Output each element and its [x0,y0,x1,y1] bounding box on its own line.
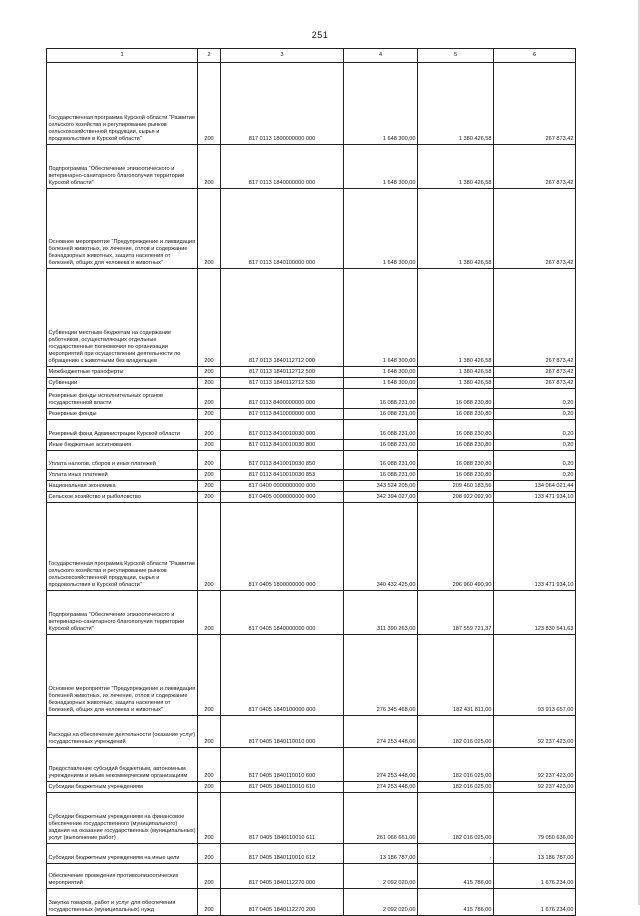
row-name-cell: Предоставление субсидий бюджетным, автономным учреждениям и иным некоммерческим организациям [47,748,198,782]
table-row [47,189,576,269]
row-code-cell: 817 0113 8410010030 850 [221,451,344,470]
row-unexecuted-cell: 134 064 021,44 [494,481,576,492]
row-executed-cell: 182 016 025,00 [418,793,494,844]
row-code-cell: 817 0405 1840110010 610 [221,782,344,793]
row-grbs-cell: 200 [198,409,221,420]
table-row [47,635,576,716]
row-code-cell: 817 0113 8410000000 000 [221,409,344,420]
row-unexecuted-cell: 92 237 423,00 [494,782,576,793]
row-executed-cell: 187 559 721,37 [418,591,494,635]
table-header-row [47,49,576,63]
row-unexecuted-cell: 0,20 [494,451,576,470]
row-unexecuted-cell: 0,20 [494,440,576,451]
table-row [47,367,576,378]
row-name-cell: Субсидии бюджетным учреждениям на иные цели [47,844,198,864]
row-executed-cell: 415 786,00 [418,864,494,889]
row-name-cell: Резервный фонд Администрации Курской области [47,420,198,440]
table-row [47,492,576,503]
row-grbs-cell: 200 [198,63,221,145]
row-name-cell: Государственная программа Курской области "Развитие сельского хозяйства и регулирование рынков сельскохозяйственной продукции, сырья и продовольствия в Курской области" [47,503,198,591]
row-name-cell: Подпрограмма "Обеспечение эпизоотического и ветеринарно-санитарного благополучия территории Курской области" [47,591,198,635]
table-row [47,63,576,145]
row-grbs-cell: 200 [198,367,221,378]
row-grbs-cell: 200 [198,782,221,793]
row-unexecuted-cell: 267 873,42 [494,269,576,367]
row-unexecuted-cell: 123 830 541,63 [494,591,576,635]
row-code-cell: 817 0405 1800000000 000 [221,503,344,591]
row-name-cell: Субвенции местным бюджетам на содержание работников, осуществляющих отдельные государственные полномочия по организации мероприятий при осуществлении деятельности по обращению с животными без владельцев [47,269,198,367]
row-code-cell: 817 0400 0000000000 000 [221,481,344,492]
column-header-6: 6 [494,49,576,63]
row-approved-cell: 1 648 300,00 [344,269,418,367]
row-approved-cell: 1 648 300,00 [344,63,418,145]
row-executed-cell: 182 016 025,00 [418,748,494,782]
row-unexecuted-cell: 92 237 423,00 [494,748,576,782]
row-approved-cell: 16 088 231,00 [344,470,418,481]
row-approved-cell: 311 390 263,00 [344,591,418,635]
row-name-cell: Обеспечение проведения противоэпизоотических мероприятий [47,864,198,889]
row-approved-cell: 1 648 300,00 [344,145,418,189]
row-unexecuted-cell: 0,20 [494,470,576,481]
row-unexecuted-cell: 13 186 787,00 [494,844,576,864]
row-name-cell: Субвенции [47,378,198,389]
row-code-cell: 817 0405 1840112270 000 [221,864,344,889]
row-approved-cell: 274 253 448,00 [344,716,418,748]
table-row [47,889,576,916]
table-row [47,716,576,748]
row-code-cell: 817 0113 1840000000 000 [221,145,344,189]
table-row [47,782,576,793]
row-name-cell: Закупка товаров, работ и услуг для обеспечения государственных (муниципальных) нужд [47,889,198,916]
row-name-cell: Субсидии бюджетным учреждениям на финансовое обеспечение государственного (муниципального) задания на оказание государственных (муниципальных) услуг (выполнение работ) [47,793,198,844]
row-unexecuted-cell: 267 873,42 [494,367,576,378]
row-approved-cell: 342 394 027,00 [344,492,418,503]
row-executed-cell: - [418,844,494,864]
table-row [47,420,576,440]
column-header-5: 5 [418,49,494,63]
row-unexecuted-cell: 0,20 [494,389,576,409]
row-code-cell: 817 0405 1840110010 000 [221,716,344,748]
row-name-cell: Сельское хозяйство и рыболовство [47,492,198,503]
column-header-4: 4 [344,49,418,63]
row-code-cell: 817 0113 1800000000 000 [221,63,344,145]
row-code-cell: 817 0113 8400000000 000 [221,389,344,409]
row-grbs-cell: 200 [198,635,221,716]
row-grbs-cell: 200 [198,889,221,916]
row-grbs-cell: 200 [198,844,221,864]
row-unexecuted-cell: 267 873,42 [494,378,576,389]
table-row [47,481,576,492]
row-executed-cell: 182 431 811,00 [418,635,494,716]
row-code-cell: 817 0113 8410010030 853 [221,470,344,481]
row-approved-cell: 16 088 231,00 [344,389,418,409]
row-grbs-cell: 200 [198,389,221,409]
row-grbs-cell: 200 [198,492,221,503]
budget-execution-table [46,48,576,916]
row-executed-cell: 1 380 426,58 [418,63,494,145]
row-approved-cell: 16 088 231,00 [344,451,418,470]
row-name-cell: Расходы на обеспечение деятельности (оказание услуг) государственных учреждений [47,716,198,748]
row-name-cell: Государственная программа Курской области "Развитие сельского хозяйства и регулирование рынков сельскохозяйственной продукции, сырья и продовольствия в Курской области" [47,63,198,145]
row-unexecuted-cell: 1 676 234,00 [494,889,576,916]
row-code-cell: 817 0405 1840110010 600 [221,748,344,782]
row-executed-cell: 1 380 426,58 [418,378,494,389]
row-code-cell: 817 0113 8410010030 000 [221,420,344,440]
row-code-cell: 817 0405 1840000000 000 [221,591,344,635]
row-grbs-cell: 200 [198,420,221,440]
row-executed-cell: 16 088 230,80 [418,470,494,481]
row-name-cell: Уплата иных платежей [47,470,198,481]
row-grbs-cell: 200 [198,503,221,591]
row-executed-cell: 1 380 426,58 [418,367,494,378]
table-row [47,470,576,481]
row-unexecuted-cell: 267 873,42 [494,63,576,145]
row-executed-cell: 206 960 490,90 [418,503,494,591]
table-row [47,451,576,470]
column-header-2: 2 [198,49,221,63]
row-code-cell: 817 0405 1840100000 000 [221,635,344,716]
row-name-cell: Межбюджетные трансферты [47,367,198,378]
row-grbs-cell: 200 [198,145,221,189]
row-name-cell: Иные бюджетные ассигнования [47,440,198,451]
column-header-1: 1 [47,49,198,63]
row-code-cell: 817 0405 1840110010 612 [221,844,344,864]
row-approved-cell: 13 186 787,00 [344,844,418,864]
row-code-cell: 817 0113 1840112712 000 [221,269,344,367]
row-unexecuted-cell: 92 237 423,00 [494,716,576,748]
row-grbs-cell: 200 [198,440,221,451]
row-grbs-cell: 200 [198,470,221,481]
row-unexecuted-cell: 267 873,42 [494,145,576,189]
row-executed-cell: 182 016 025,00 [418,782,494,793]
row-approved-cell: 274 253 448,00 [344,782,418,793]
table-row [47,269,576,367]
row-executed-cell: 208 922 092,90 [418,492,494,503]
row-grbs-cell: 200 [198,481,221,492]
row-code-cell: 817 0405 1840110010 611 [221,793,344,844]
row-name-cell: Субсидии бюджетным учреждениям [47,782,198,793]
row-unexecuted-cell: 267 873,42 [494,189,576,269]
row-approved-cell: 16 088 231,00 [344,420,418,440]
table-row [47,409,576,420]
row-name-cell: Резервные фонды [47,409,198,420]
row-grbs-cell: 200 [198,793,221,844]
table-row [47,591,576,635]
row-unexecuted-cell: 133 471 934,10 [494,492,576,503]
table-row [47,748,576,782]
row-executed-cell: 1 380 426,58 [418,145,494,189]
row-unexecuted-cell: 0,20 [494,420,576,440]
row-code-cell: 817 0113 1840112712 500 [221,367,344,378]
row-unexecuted-cell: 133 471 934,10 [494,503,576,591]
row-executed-cell: 415 786,00 [418,889,494,916]
row-grbs-cell: 200 [198,378,221,389]
row-unexecuted-cell: 1 676 234,00 [494,864,576,889]
row-code-cell: 817 0405 1840112270 200 [221,889,344,916]
row-approved-cell: 261 066 661,00 [344,793,418,844]
row-approved-cell: 16 088 231,00 [344,409,418,420]
row-code-cell: 817 0405 0000000000 000 [221,492,344,503]
row-code-cell: 817 0113 1840100000 000 [221,189,344,269]
row-name-cell: Основное мероприятие "Предупреждение и ликвидация болезней животных, их лечение, отлов и содержание безнадзорных животных, защита населения от болезней, общих для человека и животных" [47,635,198,716]
table-row [47,389,576,409]
table-row [47,844,576,864]
row-unexecuted-cell: 79 050 636,00 [494,793,576,844]
row-name-cell: Резервные фонды исполнительных органов государственной власти [47,389,198,409]
table-row [47,378,576,389]
row-executed-cell: 16 088 230,80 [418,409,494,420]
row-executed-cell: 209 460 183,56 [418,481,494,492]
row-name-cell: Уплата налогов, сборов и иных платежей [47,451,198,470]
table-row [47,503,576,591]
row-grbs-cell: 200 [198,748,221,782]
table-row [47,145,576,189]
row-executed-cell: 182 016 025,00 [418,716,494,748]
row-code-cell: 817 0113 8410010030 800 [221,440,344,451]
table-row [47,793,576,844]
row-approved-cell: 16 088 231,00 [344,440,418,451]
row-executed-cell: 16 088 230,80 [418,440,494,451]
row-approved-cell: 343 524 205,00 [344,481,418,492]
row-executed-cell: 1 380 426,58 [418,189,494,269]
row-code-cell: 817 0113 1840112712 530 [221,378,344,389]
page-number: 251 [311,30,329,40]
row-grbs-cell: 200 [198,269,221,367]
row-executed-cell: 16 088 230,80 [418,420,494,440]
row-approved-cell: 276 345 468,00 [344,635,418,716]
row-unexecuted-cell: 0,20 [494,409,576,420]
row-grbs-cell: 200 [198,189,221,269]
table-row [47,440,576,451]
row-executed-cell: 1 380 426,58 [418,269,494,367]
row-approved-cell: 1 648 300,00 [344,189,418,269]
row-approved-cell: 1 648 300,00 [344,378,418,389]
row-approved-cell: 2 092 020,00 [344,864,418,889]
row-executed-cell: 16 088 230,80 [418,451,494,470]
row-approved-cell: 2 092 020,00 [344,889,418,916]
row-executed-cell: 16 088 230,80 [418,389,494,409]
row-unexecuted-cell: 93 913 657,00 [494,635,576,716]
table-row [47,864,576,889]
row-grbs-cell: 200 [198,451,221,470]
row-name-cell: Подпрограмма "Обеспечение эпизоотического и ветеринарно-санитарного благополучия территории Курской области" [47,145,198,189]
row-name-cell: Основное мероприятие "Предупреждение и ликвидация болезней животных, их лечение, отлов и содержание безнадзорных животных, защита населения от болезней, общих для человека и животных" [47,189,198,269]
row-name-cell: Национальная экономика [47,481,198,492]
row-grbs-cell: 200 [198,716,221,748]
row-approved-cell: 274 253 448,00 [344,748,418,782]
row-approved-cell: 340 432 425,00 [344,503,418,591]
column-header-3: 3 [221,49,344,63]
row-grbs-cell: 200 [198,591,221,635]
row-grbs-cell: 200 [198,864,221,889]
row-approved-cell: 1 648 300,00 [344,367,418,378]
